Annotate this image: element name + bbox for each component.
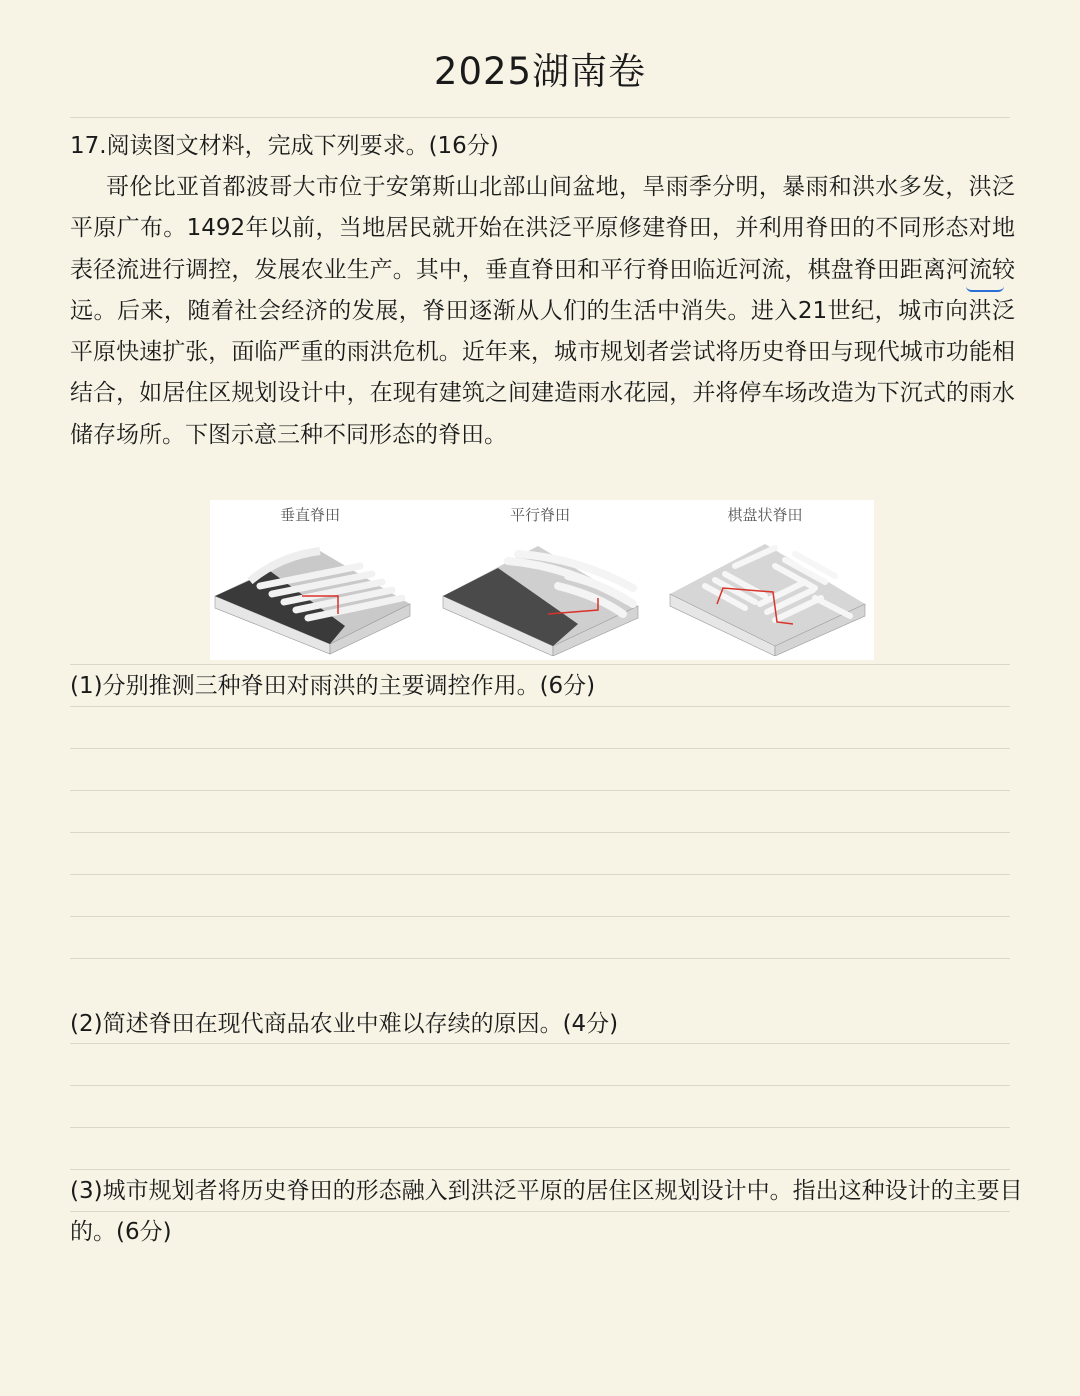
figure-label-vertical: 垂直脊田 (279, 506, 340, 524)
answer-line (70, 916, 1010, 917)
spellcheck-underline (966, 286, 1004, 292)
sub-question-2: (2)简述脊田在现代商品农业中难以存续的原因。(4分) (70, 1011, 619, 1037)
sub-question-1: (1)分别推测三种脊田对雨洪的主要调控作用。(6分) (70, 673, 596, 699)
answer-line (70, 1169, 1010, 1170)
page-title: 2025湖南卷 (433, 50, 647, 93)
answer-line (70, 1127, 1010, 1128)
answer-line (70, 832, 1010, 833)
answer-line (70, 958, 1010, 959)
figure-label-parallel: 平行脊田 (509, 506, 570, 524)
figure-label-checkerboard: 棋盘状脊田 (727, 506, 803, 524)
checkerboard-ridge-field-diagram (665, 526, 875, 656)
answer-line (70, 790, 1010, 791)
ridge-field-figure (210, 500, 874, 660)
answer-line (70, 748, 1010, 749)
answer-line (70, 874, 1010, 875)
answer-line (70, 664, 1010, 665)
sub-question-3: (3)城市规划者将历史脊田的形态融入到洪泛平原的居住区规划设计中。指出这种设计的主要目的。(6分) (70, 1178, 1023, 1245)
parallel-ridge-field-diagram (438, 526, 648, 656)
answer-line (70, 706, 1010, 707)
answer-line (70, 1211, 1010, 1212)
answer-line (70, 1043, 1010, 1044)
vertical-ridge-field-diagram (210, 526, 420, 656)
question-header: 17.阅读图文材料，完成下列要求。(16分) (70, 133, 499, 159)
answer-line (70, 1085, 1010, 1086)
title-rule (70, 117, 1010, 118)
passage-text: 哥伦比亚首都波哥大市位于安第斯山北部山间盆地，旱雨季分明，暴雨和洪水多发，洪泛平原广布。1492年以前，当地居民就开始在洪泛平原修建脊田，并利用脊田的不同形态对地表径流进行调控，发展农业生产。其中，垂直脊田和平行脊田临近河流，棋盘脊田距离河流较远。后来，随着社会经济的发展，脊田逐渐从人们的生活中消失。进入21世纪，城市向洪泛平原快速扩张，面临严重的雨洪危机。近年来，城市规划者尝试将历史脊田与现代城市功能相结合，如居住区规划设计中，在现有建筑之间建造雨水花园，并将停车场改造为下沉式的雨水储存场所。下图示意三种不同形态的脊田。 (70, 174, 1015, 448)
